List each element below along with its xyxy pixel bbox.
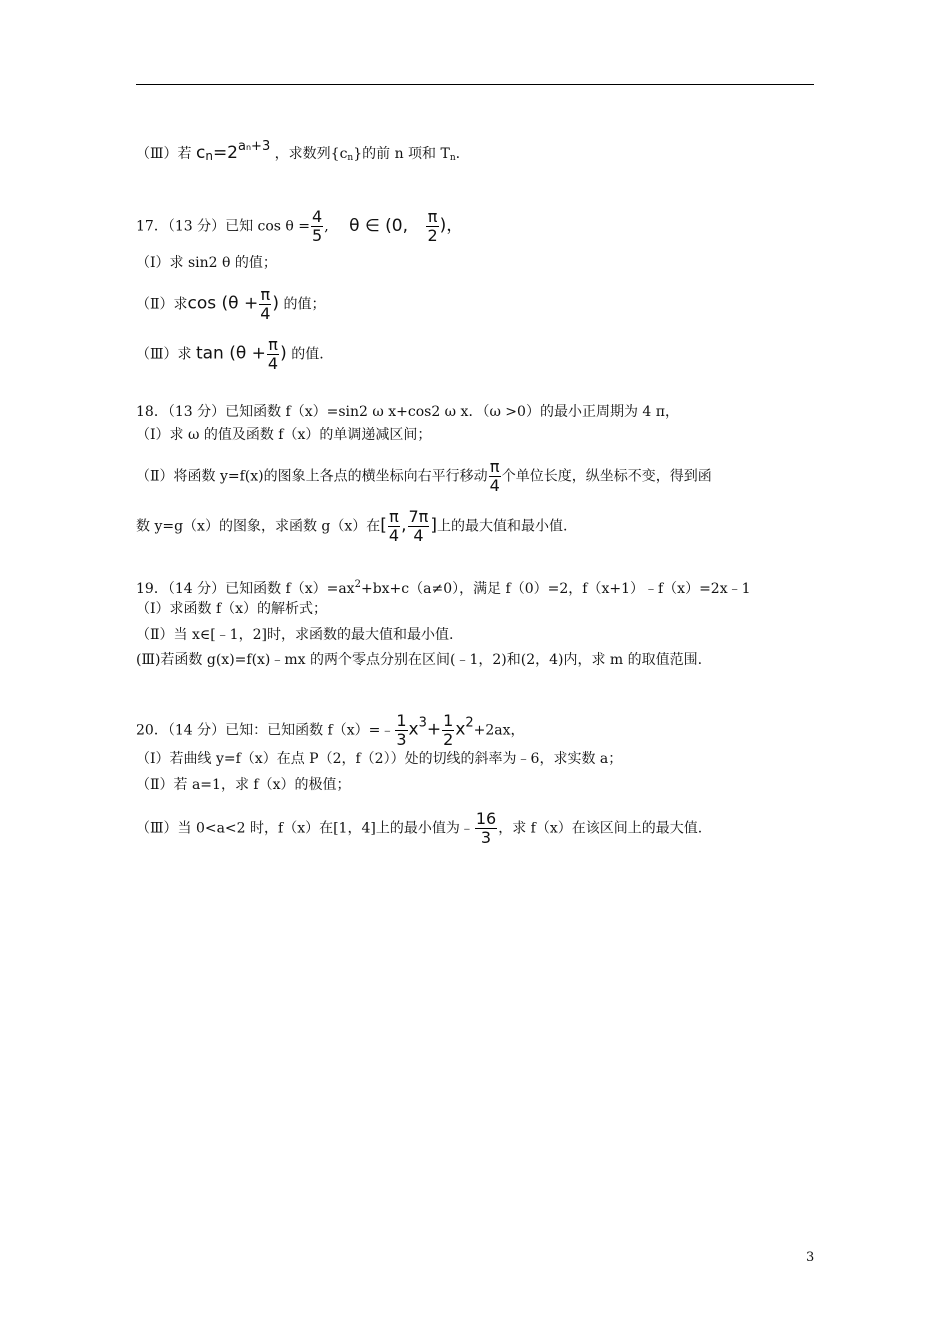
q16-part3: [136, 138, 460, 167]
frac-num: π: [260, 285, 271, 304]
c-n-expression: [195, 139, 271, 163]
left-bracket: [: [380, 515, 387, 536]
x-var: x: [455, 719, 466, 740]
rparen: ): [272, 293, 280, 314]
frac-num: 16: [475, 809, 497, 828]
c-subscript: n: [205, 149, 213, 163]
q20-part1: （Ⅰ）若曲线 y=f（x）在点 P（2，f（2））处的切线的斜率为﹣6，求实数 a；: [136, 751, 623, 767]
q19-part3: (Ⅲ)若函数 g(x)=f(x)﹣mx 的两个零点分别在区间(﹣1，2)和(2，4)内，求 m 的取值范围.: [136, 652, 703, 668]
q19-part1: （Ⅰ）求函数 f（x）的解析式；: [136, 601, 328, 617]
tan-expression: tan (θ +: [195, 343, 266, 364]
q20-header: [136, 712, 525, 749]
theta-interval: θ ∈ (0,: [349, 215, 409, 236]
frac-den: 3: [480, 828, 492, 847]
exp-a: a: [238, 139, 246, 154]
q16-text-d: n: [449, 153, 456, 163]
frac-num: π: [489, 457, 500, 476]
q18-header: 18．（13 分）已知函数 f（x）=sin2 ω x+cos2 ω x．（ω >0）的最小正周期为 4 π，: [136, 404, 679, 420]
q19-head-b: +bx+c（a≠0），满足 f（0）=2，f（x+1）﹣f（x）=2x﹣1: [360, 581, 751, 597]
fraction-7pi-4: [408, 508, 430, 545]
square-exponent: 2: [465, 715, 474, 731]
frac-num: π: [268, 335, 278, 354]
q17-part2-tail: 的值；: [283, 296, 326, 313]
comma: ,: [401, 515, 407, 536]
fraction-4-5: [311, 208, 323, 245]
frac-den: 3: [396, 730, 407, 749]
square-exponent: 2: [354, 579, 361, 590]
q17-part3: [136, 336, 324, 373]
q20-part3-a: （Ⅲ）当 0<a<2 时，f（x）在[1，4]上的最小值为﹣: [136, 820, 474, 837]
c-symbol: c: [195, 143, 206, 163]
q18-part2-b: 个单位长度，纵坐标不变，得到函: [501, 468, 712, 485]
q17-part1: （Ⅰ）求 sin2 θ 的值；: [136, 255, 277, 271]
frac-den: 4: [489, 476, 500, 495]
equals-two: =2: [212, 143, 238, 163]
frac-num: 1: [443, 711, 454, 730]
q17-part3-label: （Ⅲ）求: [136, 346, 192, 363]
fraction-pi-2: [426, 208, 438, 245]
fraction-pi-4: [388, 508, 400, 545]
fraction-pi-4: [259, 286, 271, 323]
frac-num: π: [427, 207, 438, 226]
q20-part3-b: ，求 f（x）在该区间上的最大值.: [498, 820, 703, 837]
frac-den: 4: [260, 304, 271, 323]
frac-den: 5: [312, 226, 323, 245]
q17-part3-tail: 的值.: [291, 346, 324, 363]
x-var: x: [408, 719, 419, 740]
q18-part2-c: 数 y=g（x）的图象，求函数 g（x）在: [136, 518, 381, 535]
frac-num: 1: [396, 711, 407, 730]
rparen: ): [280, 343, 287, 364]
q18-part2-line1: [136, 458, 712, 495]
fraction-1-2: [442, 712, 454, 749]
frac-num: 7π: [408, 507, 429, 526]
q17-part2: [136, 286, 326, 323]
q19-head-a: 19．（14 分）已知函数 f（x）=ax: [136, 581, 355, 597]
q20-head-a: 20．（14 分）已知：已知函数 f（x）=﹣: [136, 722, 395, 739]
frac-den: 4: [267, 354, 279, 373]
q16-text-a: ，求数列{c: [274, 146, 348, 162]
q20-part2: （Ⅱ）若 a=1，求 f（x）的极值；: [136, 777, 351, 793]
q16-text-e: .: [455, 146, 461, 162]
q16-part3-label: （Ⅲ）若: [136, 146, 192, 162]
header-rule: [136, 84, 814, 85]
cos-expression: cos (θ +: [187, 293, 259, 314]
fraction-16-3: [475, 810, 497, 847]
q16-text-c: }的前 n 项和 T: [353, 146, 450, 162]
q17-comma: ,: [324, 218, 329, 235]
frac-den: 2: [443, 730, 454, 749]
q17-close: )，: [439, 215, 464, 236]
fraction-1-3: [395, 712, 407, 749]
frac-den: 2: [427, 226, 438, 245]
q17-part2-label: （Ⅱ）求: [136, 296, 188, 313]
q20-part3: [136, 810, 702, 847]
q20-head-b: +2ax，: [473, 722, 525, 739]
frac-num: π: [389, 507, 399, 526]
page-number: 3: [806, 1250, 815, 1265]
q18-part2-d: 上的最大值和最小值.: [436, 518, 568, 535]
exp-plus3: +3: [251, 139, 271, 154]
fraction-pi-4: [489, 458, 501, 495]
q16-text-b: n: [347, 153, 354, 163]
q17-header: [136, 208, 463, 245]
cube-exponent: 3: [418, 715, 427, 731]
frac-den: 4: [388, 526, 400, 545]
frac-num: 4: [312, 207, 323, 226]
q18-part2-a: （Ⅱ）将函数 y=f(x)的图象上各点的横坐标向右平行移动: [136, 468, 488, 485]
q17-head: 17．（13 分）已知 cos θ =: [136, 218, 311, 235]
fraction-pi-4: [267, 336, 279, 373]
exponent: [238, 139, 270, 154]
q18-part1: （Ⅰ）求 ω 的值及函数 f（x）的单调递减区间；: [136, 427, 432, 443]
plus: +: [426, 719, 442, 740]
q19-part2: （Ⅱ）当 x∈[﹣1，2]时，求函数的最大值和最小值.: [136, 627, 454, 643]
right-bracket: ]: [430, 515, 437, 536]
frac-den: 4: [413, 526, 424, 545]
q18-part2-line2: [136, 508, 567, 545]
q19-header: [136, 576, 751, 598]
exp-a-sub: n: [245, 143, 252, 152]
